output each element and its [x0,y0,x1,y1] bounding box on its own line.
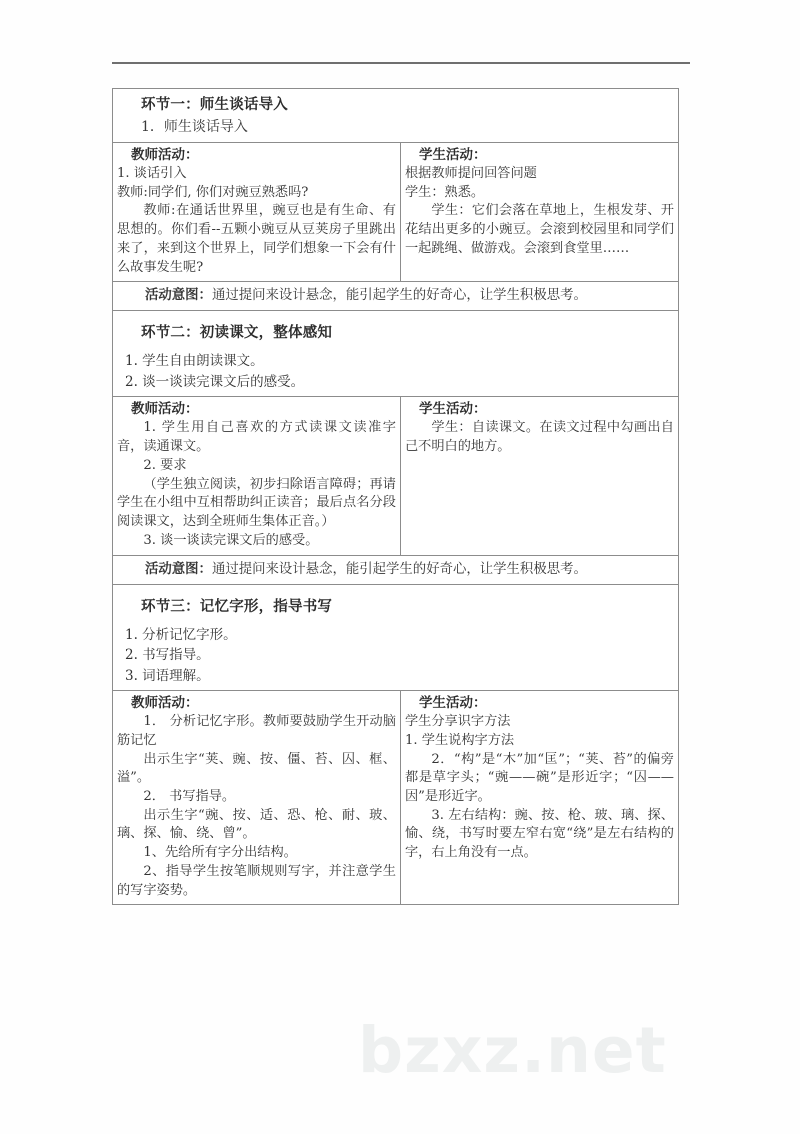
stage-header-cell [113,89,679,143]
stage-list-item: 1. 学生自由朗读课文。 [125,353,264,370]
teacher-activity-cell [113,691,401,905]
table-row [113,555,679,584]
teacher-activity-label: 教师活动： [131,401,199,418]
teacher-line: 教师:在通话世界里，豌豆也是有生命、有思想的。你们看--五颗小豌豆从豆荚房子里跳出来了，来到这个世界上，同学们想象一下会有什么故事发生呢? [117,203,396,275]
student-line: 学生：它们会落在草地上，生根发芽、开花结出更多的小豌豆。会滚到校园里和同学们一起跳绳、做游戏。会滚到食堂里…… [405,203,674,256]
table-row [113,691,679,905]
student-line: 学生：自读课文。在读文过程中勾画出自己不明白的地方。 [405,420,674,455]
activity-intent-label: 活动意图： [145,560,212,577]
stage-list-item: 2. 谈一谈读完课文后的感受。 [125,373,305,390]
activity-intent-cell [113,555,679,584]
table-row [113,584,679,691]
activity-intent-text: 通过提问来设计悬念，能引起学生的好奇心，让学生积极思考。 [211,561,587,577]
activity-intent-text: 通过提问来设计悬念，能引起学生的好奇心，让学生积极思考。 [211,288,587,304]
student-activity-label: 学生活动： [419,401,487,418]
stage-subtitle: 1．师生谈话导入 [141,119,248,136]
site-watermark: bzxz.net [358,1014,667,1087]
teacher-line: 教师:同学们, 你们对豌豆熟悉吗? [117,184,309,200]
student-line: 根据教师提问回答问题 [405,165,537,181]
header-rule [112,62,690,64]
activity-intent-label: 活动意图： [145,287,212,304]
teacher-line: 1． 分析记忆字形。教师要鼓励学生开动脑筋记忆 [117,714,396,748]
student-activity-label: 学生活动： [419,147,487,164]
table-row [113,311,679,397]
student-line: 2．“构”是“木”加“匡”；“荚、苔”的偏旁都是草字头；“豌——碗”是形近字；“囚——因”是形近字。 [405,751,674,804]
table-row [113,89,679,143]
stage-header-cell [113,584,679,691]
student-activity-cell [401,691,679,905]
student-activity-label: 学生活动： [419,695,487,712]
student-activity-cell [401,143,679,282]
teacher-line: 2. 要求 [143,457,187,473]
activity-intent-cell [113,282,679,311]
student-line: 学生分享识字方法 [405,714,511,730]
stage-title: 环节二：初读课文，整体感知 [141,324,333,342]
teacher-activity-cell [113,397,401,555]
teacher-activity-cell [113,143,401,282]
teacher-line: 1. 学生用自己喜欢的方式读课文读准字音，读通课文。 [117,420,396,455]
teacher-line: 2、指导学生按笔顺规则写字，并注意学生的写字姿势。 [117,863,396,898]
teacher-line: 2． 书写指导。 [143,789,236,804]
teacher-line: 3. 谈一谈读完课文后的感受。 [143,532,319,548]
lesson-plan-table [112,88,679,905]
table-row [113,143,679,282]
stage-header-cell [113,311,679,397]
student-activity-cell [401,397,679,555]
table-row [113,282,679,311]
student-line: 学生：熟悉。 [405,184,485,200]
teacher-line: （学生独立阅读，初步扫除语言障碍；再请学生在小组中互相帮助纠正读音；最后点名分段阅读课文，达到全班师生集体正音。） [117,476,396,530]
table-row [113,397,679,555]
stage-list-item: 3. 词语理解。 [125,667,210,684]
stage-title: 环节三：记忆字形，指导书写 [141,597,333,615]
teacher-line: 1、先给所有字分出结构。 [143,845,297,861]
teacher-activity-label: 教师活动： [131,147,199,164]
stage-title: 环节一：师生谈话导入 [141,96,288,113]
stage-list-item: 1. 分析记忆字形。 [125,626,237,643]
student-line: 1. 学生说构字方法 [405,732,515,748]
student-line: 3. 左右结构：豌、按、枪、玻、璃、探、愉、绕，书写时要左窄右宽“绕”是左右结构的字，右上角没有一点。 [405,807,674,861]
teacher-activity-label: 教师活动： [131,695,199,712]
teacher-line: 出示生字“豌、按、适、恐、枪、耐、玻、璃、探、愉、绕、曾”。 [117,807,396,842]
teacher-line: 1. 谈话引入 [117,165,187,181]
teacher-line: 出示生字“荚、豌、按、僵、苔、囚、框、溢”。 [117,751,396,786]
stage-list-item: 2. 书写指导。 [125,647,210,664]
